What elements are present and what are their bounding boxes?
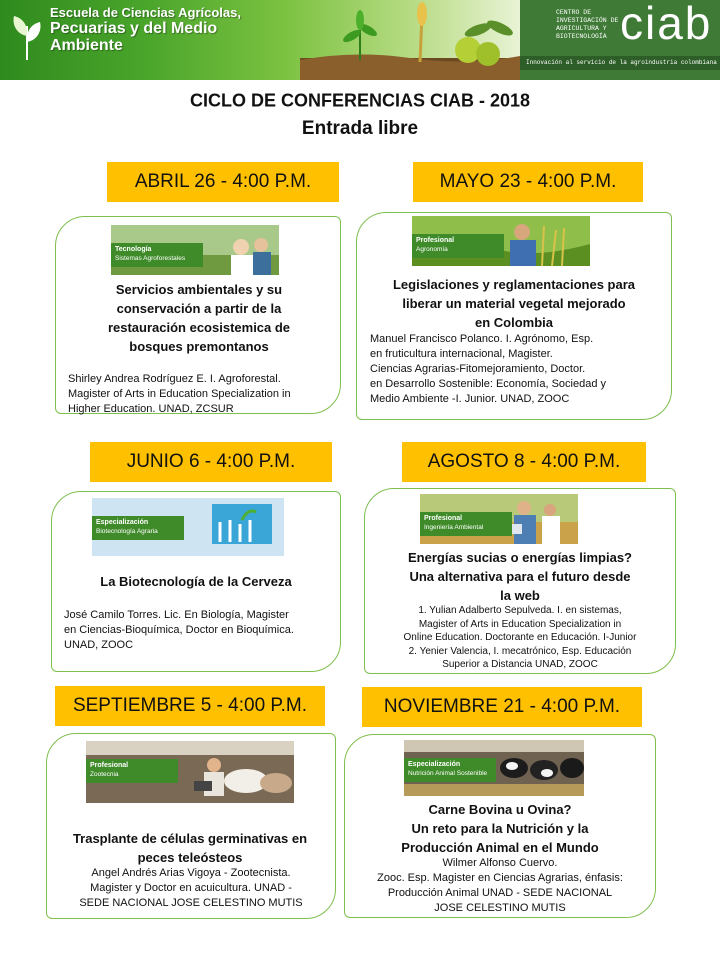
talk-title-line: la web <box>500 588 540 603</box>
talk-title <box>364 275 664 332</box>
ciab-banner <box>520 0 720 80</box>
speaker-line: Superior a Distancia UNAD, ZOOC <box>442 659 598 670</box>
speaker-info <box>56 866 326 911</box>
event-category-ribbon <box>420 512 512 536</box>
speaker-line: Zooc. Esp. Magister en Ciencias Agrarias, énfasis: <box>377 872 623 884</box>
ciab-center-line: CENTRO DE <box>556 9 592 16</box>
speaker-info <box>64 608 336 653</box>
speaker-info <box>68 372 338 417</box>
school-name-line: Escuela de Ciencias Agrícolas, <box>50 5 241 20</box>
ciab-logo: ciab <box>620 0 713 49</box>
event-photo <box>404 740 584 796</box>
talk-title <box>352 800 648 857</box>
speaker-line: Angel Andrés Arias Vigoya - Zootecnista. <box>91 867 291 879</box>
speaker-line: Magister y Doctor en acuicultura. UNAD - <box>90 882 292 894</box>
speaker-line: Ciencias Agrarias-Fitomejoramiento, Doctor. <box>370 363 586 375</box>
talk-title-line: conservación a partir de la <box>116 301 282 316</box>
event-photo <box>92 498 284 556</box>
school-name-line: Ambiente <box>50 37 123 54</box>
ribbon-program: Ingeniería Ambiental <box>424 524 484 531</box>
talk-title-line: Servicios ambientales y su <box>115 282 283 297</box>
talk-title-line: Una alternativa para el futuro desde <box>409 569 631 584</box>
speaker-line: Online Education. Doctorante en Educación. I-Junior <box>403 632 637 643</box>
talk-title-line: La Biotecnología de la Cerveza <box>100 574 292 589</box>
ciab-center-name <box>556 9 628 41</box>
talk-title-line: Carne Bovina u Ovina? <box>428 802 572 817</box>
ribbon-level: Profesional <box>90 762 129 769</box>
school-name-line: Pecuarias y del Medio <box>50 20 218 37</box>
speaker-line: Shirley Andrea Rodríguez E. I. Agroforestal. <box>68 373 281 385</box>
event-date-tag: JUNIO 6 - 4:00 P.M. <box>90 442 332 482</box>
speaker-line: Manuel Francisco Polanco. I. Agrónomo, Esp. <box>370 333 594 345</box>
talk-title-line: Trasplante de células germinativas en <box>72 831 308 846</box>
talk-title <box>66 280 332 356</box>
speaker-line: Wilmer Alfonso Cuervo. <box>442 857 558 869</box>
speaker-line: Magister of Arts in Education Specialization in <box>418 618 622 630</box>
event-category-ribbon <box>86 759 178 783</box>
speaker-line: en fruticultura internacional, Magister. <box>370 348 553 360</box>
speaker-line: Magister of Arts in Education Specialization in <box>68 388 291 400</box>
crops-photo <box>300 0 520 80</box>
speaker-info <box>350 856 650 916</box>
speaker-line: 2. Yenier Valencia, I. mecatrónico, Esp. Educación <box>408 645 632 657</box>
speaker-info <box>370 604 670 672</box>
talk-title-line: Legislaciones y reglamentaciones para <box>392 277 636 292</box>
ciab-center-line: AGRICULTURA Y <box>556 25 607 32</box>
event-photo <box>86 741 294 803</box>
page-subtitle: Entrada libre <box>301 118 419 139</box>
header-banner <box>0 0 720 80</box>
page-title: CICLO DE CONFERENCIAS CIAB - 2018 <box>189 89 531 111</box>
event-category-ribbon <box>412 234 504 258</box>
speaker-line: JOSE CELESTINO MUTIS <box>434 902 566 914</box>
speaker-line: José Camilo Torres. Lic. En Biología, Magister <box>64 609 289 621</box>
event-date-tag: NOVIEMBRE 21 - 4:00 P.M. <box>362 687 642 727</box>
ribbon-level: Profesional <box>424 515 463 522</box>
speaker-line: en Desarrollo Sostenible: Economía, Sociedad y <box>370 378 607 390</box>
talk-title <box>62 572 330 591</box>
event-category-ribbon <box>92 516 184 540</box>
speaker-line: Medio Ambiente -I. Junior. UNAD, ZOOC <box>370 393 570 405</box>
talk-title-line: en Colombia <box>474 315 553 330</box>
school-name <box>50 6 310 54</box>
school-banner <box>0 0 520 80</box>
speaker-line: UNAD, ZOOC <box>64 639 134 651</box>
talk-title <box>54 829 326 867</box>
ribbon-program: Nutrición Animal Sostenible <box>408 770 488 777</box>
ribbon-level: Especialización <box>96 519 149 526</box>
talk-title-line: bosques premontanos <box>129 339 269 354</box>
speaker-line: Higher Education. UNAD, ZCSUR <box>68 403 234 415</box>
ribbon-level: Tecnología <box>115 246 152 253</box>
event-category-ribbon <box>404 758 496 782</box>
ribbon-program: Zootecnia <box>90 771 119 778</box>
event-photo <box>420 494 578 544</box>
talk-title-line: Un reto para la Nutrición y la <box>411 821 589 836</box>
ribbon-program: Sistemas Agroforestales <box>115 255 186 262</box>
speaker-line: Producción Animal UNAD - SEDE NACIONAL <box>387 887 613 899</box>
talk-title-line: Energías sucias o energías limpias? <box>408 550 632 565</box>
speaker-line: SEDE NACIONAL JOSE CELESTINO MUTIS <box>79 897 303 909</box>
event-photo <box>111 225 279 275</box>
ciab-tagline: Innovación al servicio de la agroindustria colombiana <box>526 59 717 66</box>
talk-title-line: restauración ecosistemica de <box>107 320 291 335</box>
talk-title-line: peces teleósteos <box>137 850 243 865</box>
event-date-tag: SEPTIEMBRE 5 - 4:00 P.M. <box>55 686 325 726</box>
talk-title <box>370 548 670 605</box>
speaker-info <box>370 332 666 407</box>
talk-title-line: Producción Animal en el Mundo <box>401 840 599 855</box>
ribbon-program: Biotecnología Agraria <box>96 528 158 535</box>
ribbon-program: Agronomía <box>416 246 448 253</box>
talk-title-line: liberar un material vegetal mejorado <box>402 296 626 311</box>
speaker-line: en Ciencias-Bioquímica, Doctor en Bioquímica. <box>64 624 294 636</box>
event-date-tag: AGOSTO 8 - 4:00 P.M. <box>402 442 646 482</box>
event-date-tag: MAYO 23 - 4:00 P.M. <box>413 162 643 202</box>
event-category-ribbon <box>111 243 203 267</box>
event-date-tag: ABRIL 26 - 4:00 P.M. <box>107 162 339 202</box>
ciab-center-line: BIOTECNOLOGÍA <box>556 33 607 40</box>
speaker-line: 1. Yulian Adalberto Sepulveda. I. en sistemas, <box>418 605 622 616</box>
ciab-center-line: INVESTIGACIÓN DE <box>556 17 619 24</box>
ribbon-level: Profesional <box>416 237 455 244</box>
ribbon-level: Especialización <box>408 761 461 768</box>
event-photo <box>412 216 590 266</box>
leaf-logo-icon <box>10 14 44 62</box>
